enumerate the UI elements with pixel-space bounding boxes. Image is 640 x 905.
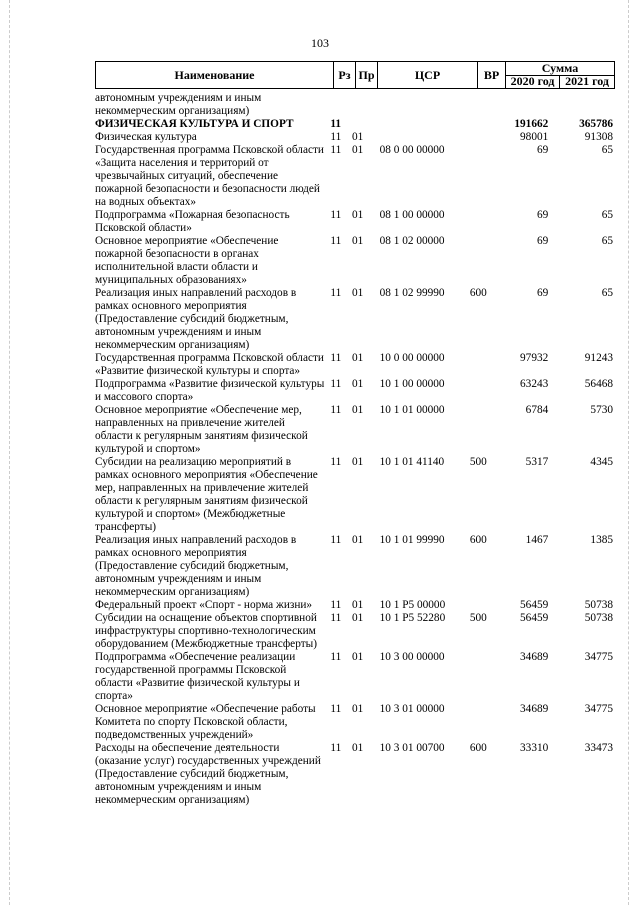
row-2021-cell: 365786 bbox=[579, 118, 614, 130]
table-row bbox=[95, 131, 615, 144]
row-pr-cell: 01 bbox=[352, 144, 364, 156]
row-pr-cell: 01 bbox=[352, 534, 364, 546]
row-name-cell: Государственная программа Псковской области «Защита населения и территорий от чрезвычайных ситуаций, обеспечение пожарной безопасности и безопасности людей на водных объектах» bbox=[95, 144, 324, 208]
row-2020-cell: 6784 bbox=[525, 404, 549, 416]
row-name-cell: Реализация иных направлений расходов в рамках основного мероприятия (Предоставление субсидий бюджетным, автономным учреждениям и иным некоммерческим организациям) bbox=[95, 534, 297, 598]
row-pr-cell: 01 bbox=[352, 599, 364, 611]
row-2020-cell: 63243 bbox=[520, 378, 549, 390]
row-2020-cell: 5317 bbox=[525, 456, 549, 468]
row-2021-cell: 65 bbox=[601, 287, 614, 299]
row-rz-cell: 11 bbox=[330, 209, 342, 221]
row-pr-cell: 01 bbox=[352, 131, 364, 143]
row-vr-cell: 500 bbox=[469, 456, 487, 468]
row-rz-cell: 11 bbox=[330, 599, 342, 611]
row-name-cell: Реализация иных направлений расходов в рамках основного мероприятия (Предоставление субсидий бюджетным, автономным учреждениям и иным некоммерческим организациям) bbox=[95, 287, 297, 351]
row-rz-cell: 11 bbox=[330, 378, 342, 390]
row-rz-cell: 11 bbox=[330, 703, 342, 715]
table-row bbox=[95, 352, 615, 378]
row-pr-cell: 01 bbox=[352, 235, 364, 247]
row-pr-cell: 01 bbox=[352, 287, 364, 299]
header-name-cell bbox=[96, 62, 334, 88]
row-name-cell: Основное мероприятие «Обеспечение работы Комитета по спорту Псковской области, подведомственных учреждений» bbox=[95, 703, 316, 741]
row-vr-cell: 600 bbox=[469, 534, 487, 546]
row-name-cell: Субсидии на реализацию мероприятий в рамках основного мероприятия «Обеспечение мер, направленных на привлечение жителей области к регулярным занятиям физической культурой и спортом» (Межбюджетные трансферты) bbox=[95, 456, 318, 533]
row-csr-cell: 08 1 02 99990 bbox=[379, 287, 445, 299]
header-year2: 2021 год bbox=[565, 74, 609, 88]
row-2021-cell: 56468 bbox=[584, 378, 614, 390]
row-csr-cell: 08 1 02 00000 bbox=[379, 235, 445, 247]
row-2020-cell: 33310 bbox=[520, 742, 549, 754]
row-name-cell: Федеральный проект «Спорт - норма жизни» bbox=[95, 599, 313, 611]
row-pr-cell: 01 bbox=[352, 742, 364, 754]
row-csr-cell: 10 1 P5 00000 bbox=[379, 599, 446, 611]
header-rz-cell bbox=[334, 62, 356, 88]
header-vr-cell bbox=[478, 62, 506, 88]
table-row bbox=[95, 144, 615, 209]
table-row bbox=[95, 534, 615, 599]
row-rz-cell: 11 bbox=[330, 404, 342, 416]
row-rz-cell: 11 bbox=[330, 131, 342, 143]
table-row bbox=[95, 651, 615, 703]
row-csr-cell: 10 3 00 00000 bbox=[379, 651, 445, 663]
table-row bbox=[95, 235, 615, 287]
left-margin-line bbox=[9, 0, 11, 905]
row-rz-cell: 11 bbox=[330, 612, 342, 624]
row-2021-cell: 5730 bbox=[590, 404, 614, 416]
table-row bbox=[95, 599, 615, 612]
row-2021-cell: 4345 bbox=[590, 456, 614, 468]
right-margin-line bbox=[628, 0, 630, 905]
row-2020-cell: 191662 bbox=[514, 118, 549, 130]
row-csr-cell: 10 1 P5 52280 bbox=[379, 612, 446, 624]
row-2020-cell: 98001 bbox=[520, 131, 549, 143]
row-2021-cell: 33473 bbox=[584, 742, 614, 754]
table-row bbox=[95, 287, 615, 352]
row-name-cell: Расходы на обеспечение деятельности (оказание услуг) государственных учреждений (Предоставление субсидий бюджетным, автономным учреждениям и иным некоммерческим организациям) bbox=[95, 742, 321, 806]
row-rz-cell: 11 bbox=[330, 352, 342, 364]
row-2020-cell: 69 bbox=[536, 235, 549, 247]
row-csr-cell: 10 0 00 00000 bbox=[379, 352, 445, 364]
row-pr-cell: 01 bbox=[352, 456, 364, 468]
header-sum-cell bbox=[506, 62, 614, 88]
row-2020-cell: 34689 bbox=[520, 651, 549, 663]
row-rz-cell: 11 bbox=[330, 144, 342, 156]
row-2021-cell: 65 bbox=[601, 144, 614, 156]
row-2021-cell: 50738 bbox=[584, 599, 614, 611]
table-row bbox=[95, 703, 615, 742]
row-csr-cell: 08 1 00 00000 bbox=[379, 209, 445, 221]
header-rz: Рз bbox=[338, 68, 351, 82]
header-name: Наименование bbox=[174, 68, 255, 82]
row-pr-cell: 01 bbox=[352, 703, 364, 715]
row-2021-cell: 34775 bbox=[584, 651, 614, 663]
table-row bbox=[95, 456, 615, 534]
header-csr: ЦСР bbox=[414, 68, 441, 82]
row-rz-cell: 11 bbox=[330, 534, 342, 546]
row-2021-cell: 65 bbox=[601, 235, 614, 247]
row-name-cell: Физическая культура bbox=[95, 131, 197, 143]
row-2020-cell: 34689 bbox=[520, 703, 549, 715]
header-sum: Сумма bbox=[506, 62, 614, 76]
row-csr-cell: 10 3 01 00000 bbox=[379, 703, 445, 715]
row-pr-cell: 01 bbox=[352, 612, 364, 624]
row-2021-cell: 1385 bbox=[590, 534, 614, 546]
row-name-cell: Подпрограмма «Пожарная безопасность Псковской области» bbox=[95, 209, 290, 234]
row-rz-cell: 11 bbox=[330, 118, 342, 130]
row-csr-cell: 10 1 01 41140 bbox=[379, 456, 445, 468]
table-row bbox=[95, 118, 615, 131]
table-row bbox=[95, 742, 615, 807]
row-2020-cell: 69 bbox=[536, 144, 549, 156]
row-rz-cell: 11 bbox=[330, 456, 342, 468]
row-2020-cell: 1467 bbox=[525, 534, 549, 546]
row-name-cell: Подпрограмма «Обеспечение реализации государственной программы Псковской области «Развитие физической культуры и спорта» bbox=[95, 651, 300, 702]
row-vr-cell: 600 bbox=[469, 742, 487, 754]
table-body bbox=[95, 92, 615, 807]
row-csr-cell: 10 1 01 99990 bbox=[379, 534, 445, 546]
table-row bbox=[95, 612, 615, 651]
row-pr-cell: 01 bbox=[352, 209, 364, 221]
row-rz-cell: 11 bbox=[330, 287, 342, 299]
row-2020-cell: 69 bbox=[536, 287, 549, 299]
row-pr-cell: 01 bbox=[352, 352, 364, 364]
table-row bbox=[95, 404, 615, 456]
row-2021-cell: 91308 bbox=[584, 131, 614, 143]
row-name-cell: Государственная программа Псковской области «Развитие физической культуры и спорта» bbox=[95, 352, 324, 377]
table-row bbox=[95, 378, 615, 404]
row-2020-cell: 56459 bbox=[520, 612, 549, 624]
row-csr-cell: 10 1 01 00000 bbox=[379, 404, 445, 416]
row-csr-cell: 10 1 00 00000 bbox=[379, 378, 445, 390]
row-2021-cell: 91243 bbox=[584, 352, 614, 364]
table-row bbox=[95, 92, 615, 118]
row-2020-cell: 69 bbox=[536, 209, 549, 221]
header-csr-cell bbox=[378, 62, 478, 88]
table-row bbox=[95, 209, 615, 235]
row-vr-cell: 600 bbox=[469, 287, 487, 299]
row-name-cell: Основное мероприятие «Обеспечение пожарной безопасности в органах исполнительной власти области и муниципальных образованиях» bbox=[95, 235, 279, 286]
row-name-cell: Подпрограмма «Развитие физической культуры и массового спорта» bbox=[95, 378, 325, 403]
row-pr-cell: 01 bbox=[352, 651, 364, 663]
row-2021-cell: 34775 bbox=[584, 703, 614, 715]
row-2020-cell: 56459 bbox=[520, 599, 549, 611]
row-name-cell: Основное мероприятие «Обеспечение мер, направленных на привлечение жителей области к регулярным занятиям физической культурой и спортом» bbox=[95, 404, 308, 455]
row-2021-cell: 50738 bbox=[584, 612, 614, 624]
row-2021-cell: 65 bbox=[601, 209, 614, 221]
row-pr-cell: 01 bbox=[352, 404, 364, 416]
header-pr: Пр bbox=[358, 68, 375, 82]
row-name-cell: Субсидии на оснащение объектов спортивной инфраструктуры спортивно-технологическим оборудованием (Межбюджетные трансферты) bbox=[95, 612, 317, 650]
row-rz-cell: 11 bbox=[330, 651, 342, 663]
row-2020-cell: 97932 bbox=[520, 352, 549, 364]
table-header bbox=[95, 61, 615, 89]
row-rz-cell: 11 bbox=[330, 235, 342, 247]
header-year1: 2020 год bbox=[506, 75, 560, 88]
header-pr-cell bbox=[356, 62, 378, 88]
row-csr-cell: 08 0 00 00000 bbox=[379, 144, 445, 156]
row-name-cell: ФИЗИЧЕСКАЯ КУЛЬТУРА И СПОРТ bbox=[95, 118, 294, 130]
row-rz-cell: 11 bbox=[330, 742, 342, 754]
row-name-cell: автономным учреждениям и иным некоммерческим организациям) bbox=[95, 92, 262, 117]
header-vr: ВР bbox=[483, 68, 500, 82]
row-pr-cell: 01 bbox=[352, 378, 364, 390]
row-csr-cell: 10 3 01 00700 bbox=[379, 742, 445, 754]
row-vr-cell: 500 bbox=[469, 612, 487, 624]
page-number: 103 bbox=[311, 36, 329, 50]
